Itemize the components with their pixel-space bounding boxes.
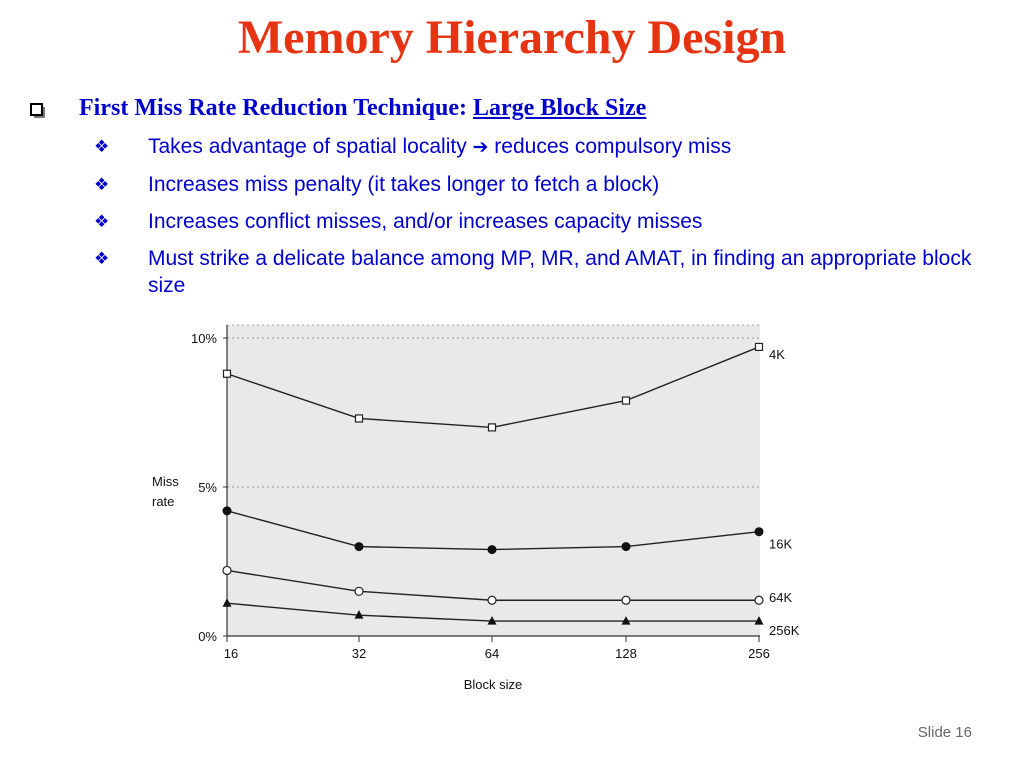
x-tick-label: 32 <box>351 646 367 661</box>
series-label-256K: 256K <box>769 623 800 639</box>
main-bullet-emphasis: Large Block Size <box>473 95 647 121</box>
data-point-4K <box>756 343 763 350</box>
data-point-16K <box>223 507 231 515</box>
series-label-16K: 16K <box>769 536 793 552</box>
data-point-64K <box>622 596 630 604</box>
sub-bullet-text: Increases conflict misses, and/or increases capacity misses <box>148 210 703 233</box>
diamond-bullet-icon: ❖ <box>94 249 110 268</box>
data-point-16K <box>622 543 630 551</box>
sub-bullet-text: Must strike a delicate balance among MP, MR, and AMAT, in finding an appropriate block size <box>148 247 972 297</box>
data-point-16K <box>355 543 363 551</box>
y-tick-label: 0% <box>198 629 217 644</box>
x-tick-label: 16 <box>223 646 239 661</box>
right-arrow-icon: ➔ <box>472 136 489 158</box>
slide-title: Memory Hierarchy Design <box>237 11 787 64</box>
data-point-64K <box>223 566 231 574</box>
data-point-64K <box>755 596 763 604</box>
diamond-bullet-icon: ❖ <box>94 212 110 231</box>
data-point-4K <box>356 415 363 422</box>
x-axis-label: Block size <box>463 677 523 692</box>
sub-bullet-text-part: Takes advantage of spatial locality <box>148 135 473 158</box>
sub-bullet-text-part: reduces compulsory miss <box>488 135 732 158</box>
data-point-16K <box>755 528 763 536</box>
sub-bullet-text: Increases miss penalty (it takes longer to fetch a block) <box>148 173 660 196</box>
data-point-16K <box>488 546 496 554</box>
series-label-64K: 64K <box>769 590 793 606</box>
diamond-bullet-icon: ❖ <box>94 137 110 156</box>
y-tick-label: 5% <box>198 480 217 495</box>
y-axis-label: Miss <box>152 474 179 489</box>
data-point-4K <box>224 370 231 377</box>
diamond-bullet-icon: ❖ <box>94 175 110 194</box>
plot-background <box>227 325 760 636</box>
x-tick-label: 256 <box>748 646 770 661</box>
series-label-4K: 4K <box>769 346 785 362</box>
y-tick-label: 10% <box>190 331 217 346</box>
y-axis-label: rate <box>152 494 175 509</box>
data-point-64K <box>488 596 496 604</box>
data-point-4K <box>489 424 496 431</box>
x-tick-label: 64 <box>484 646 500 661</box>
data-point-64K <box>355 587 363 595</box>
data-point-4K <box>623 397 630 404</box>
main-bullet-prefix: First Miss Rate Reduction Technique: <box>79 95 474 121</box>
slide-number: Slide 16 <box>917 724 972 741</box>
x-tick-label: 128 <box>615 646 637 661</box>
